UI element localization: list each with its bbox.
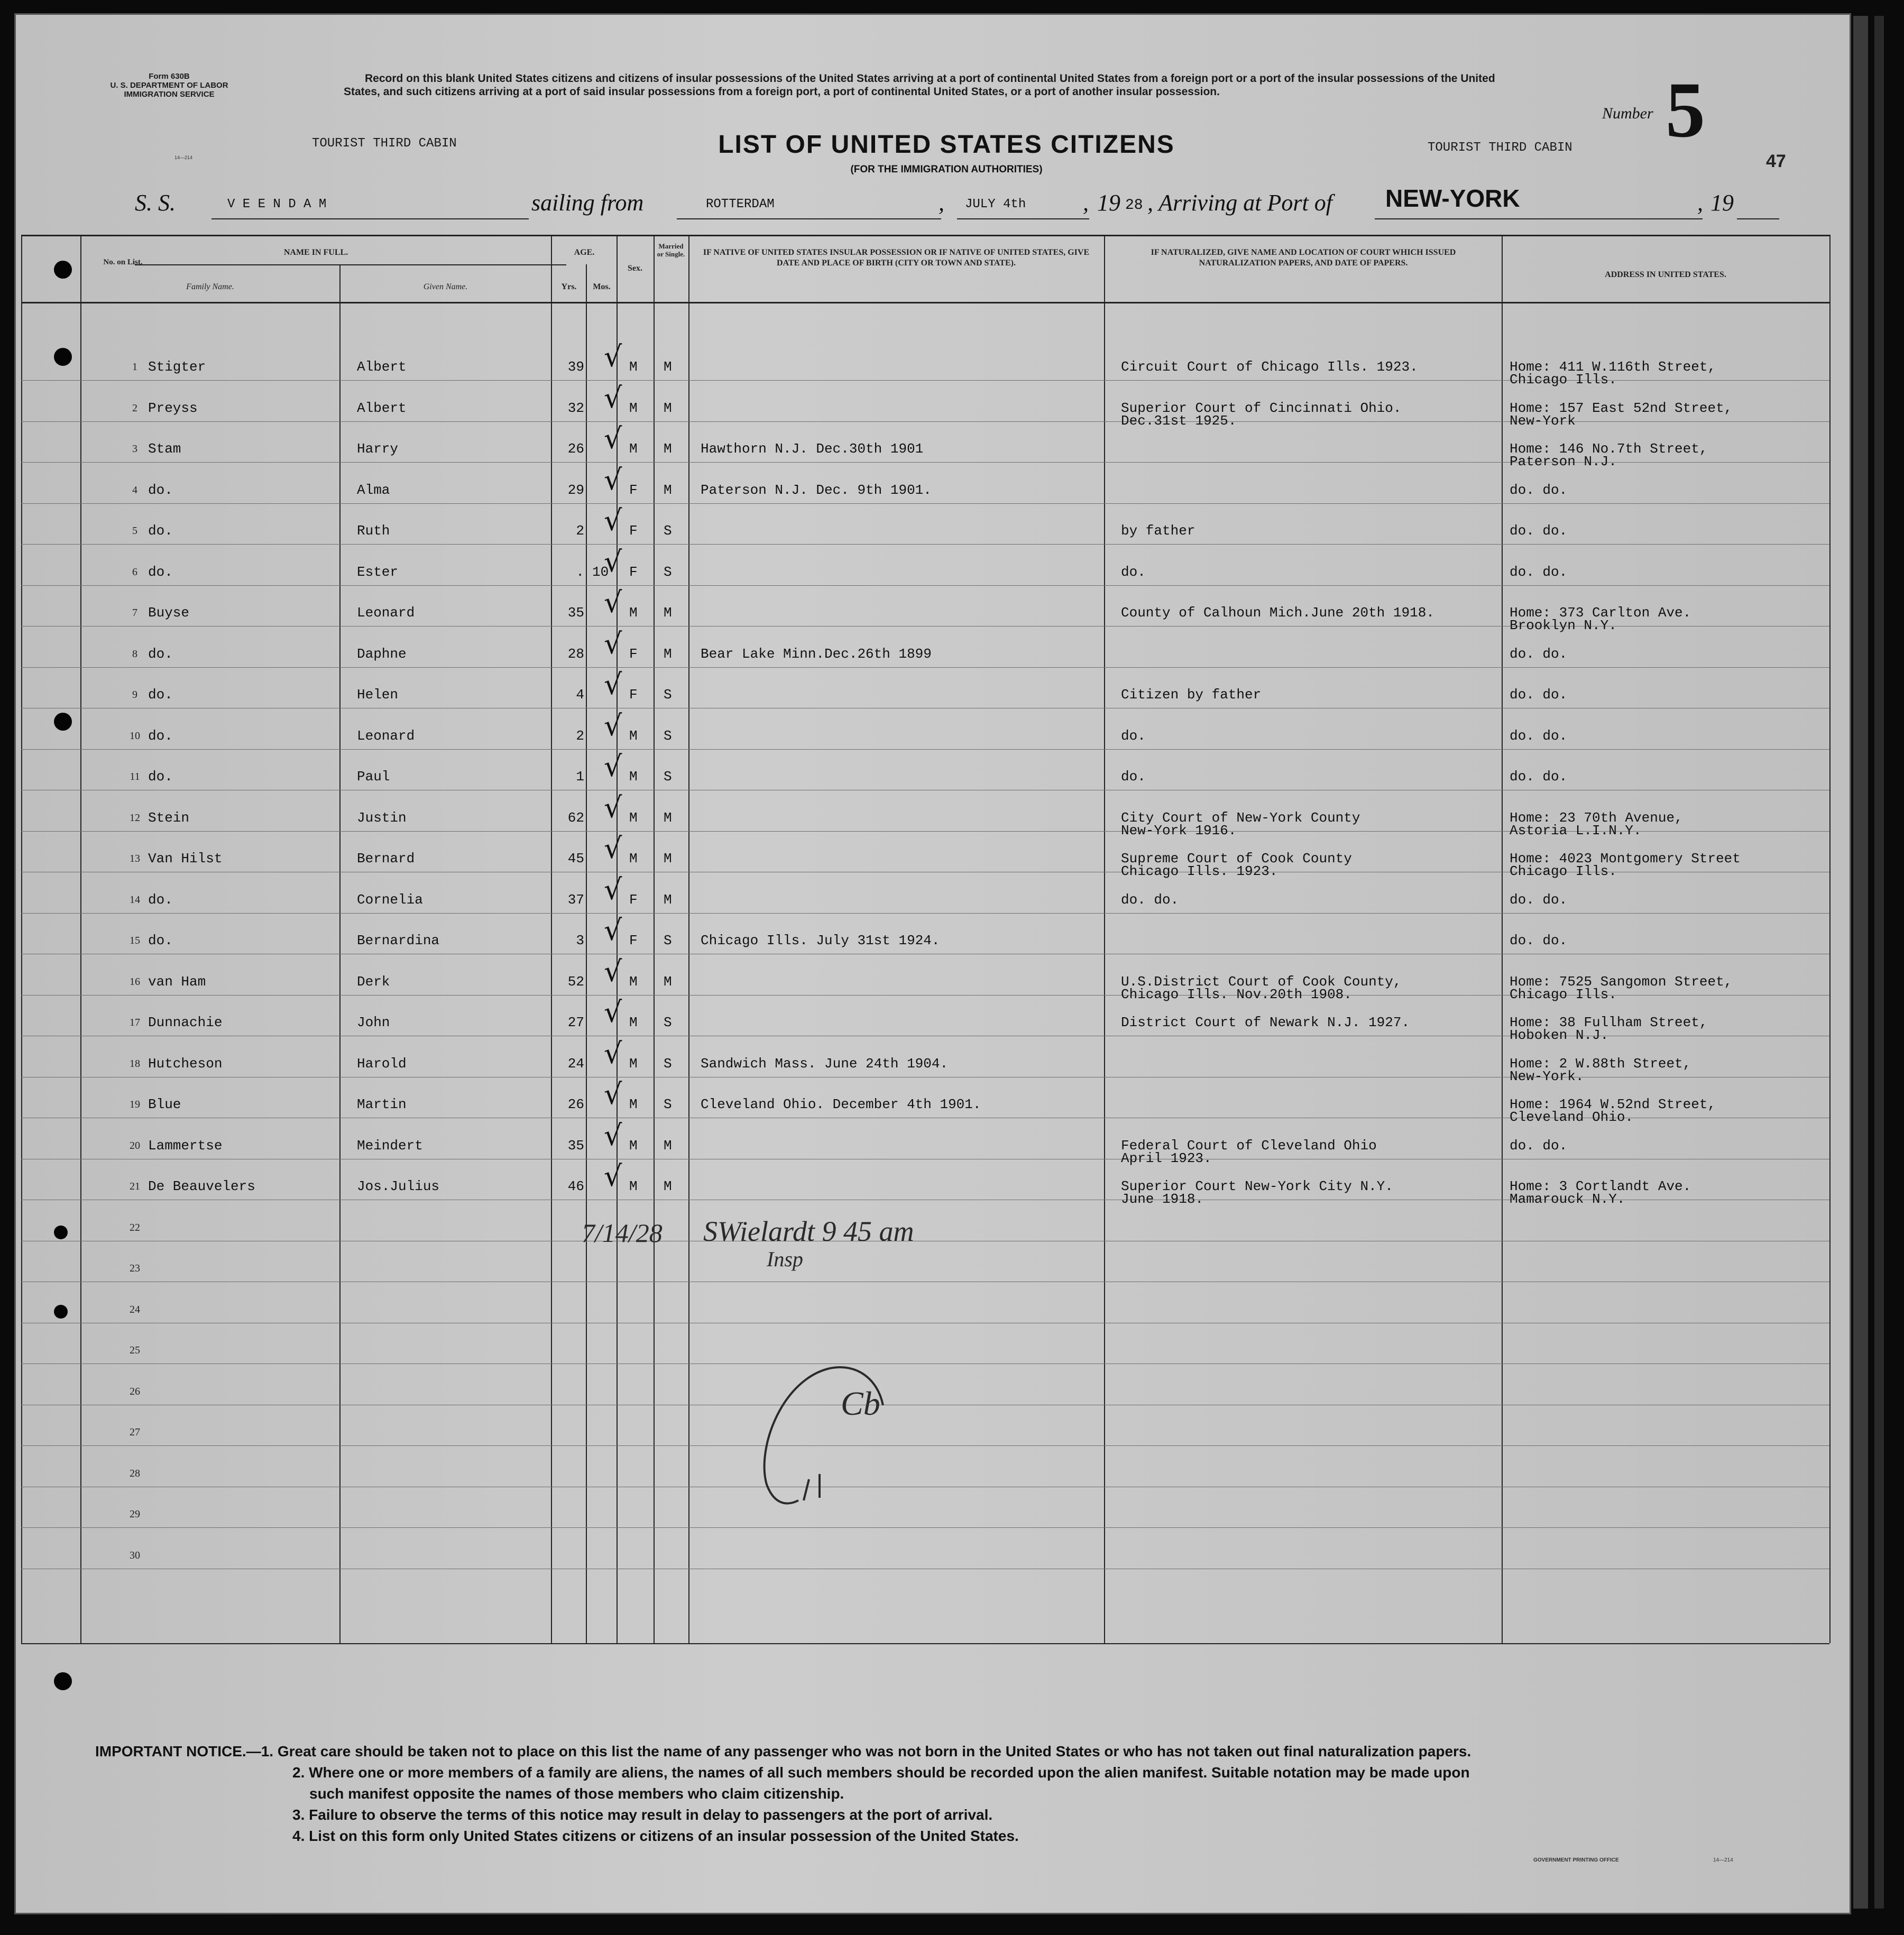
binder-hole [54,1226,68,1239]
age-years: 52 [567,974,584,990]
sex: M [629,810,638,826]
age-years: 28 [567,646,584,662]
sex: M [629,1178,638,1194]
row-number: 6 [132,566,137,578]
naturalization-court: Superior Court of Cincinnati Ohio. [1121,400,1402,416]
naturalization-court: City Court of New-York County [1121,810,1360,826]
sex: M [629,441,638,457]
verification-check-icon: √ [604,996,622,1029]
ship-name: V E E N D A M [227,197,327,211]
sex: F [629,564,638,580]
verification-check-icon: √ [604,750,622,783]
family-name: do. [148,523,173,539]
verification-check-icon: √ [604,504,622,537]
address: Home: 23 70th Avenue, [1510,810,1683,826]
year-prefix: 19 [1097,190,1120,216]
naturalization-court: Federal Court of Cleveland Ohio [1121,1138,1377,1154]
page-edge-strip [1853,16,1868,1909]
row-number: 25 [130,1344,140,1356]
address-2: Mamarouck N.Y. [1510,1191,1625,1207]
age-months: 10 [592,564,609,580]
age-years: 27 [567,1015,584,1030]
arrival-year: 19 [1710,190,1734,216]
row-rule [21,585,1829,586]
address: do. do. [1510,1138,1568,1154]
col-no: No. on List. [103,258,143,266]
address: Home: 3 Cortlandt Ave. [1510,1178,1691,1194]
given-name: Justin [357,810,407,826]
marital-status: M [664,646,672,662]
col-family: Family Name. [186,282,234,291]
marital-status: M [664,400,672,416]
row-rule [21,913,1829,914]
age-years: 37 [567,892,584,908]
sex: M [629,974,638,990]
family-name: do. [148,892,173,908]
given-name: John [357,1015,390,1030]
family-name: Stein [148,810,190,826]
address: do. do. [1510,933,1568,948]
address: do. do. [1510,564,1568,580]
address: Home: 411 W.116th Street, [1510,359,1716,375]
given-name: Ester [357,564,399,580]
row-number: 21 [130,1181,140,1192]
verification-check-icon: √ [604,791,622,824]
sex: M [629,769,638,785]
address: do. do. [1510,646,1568,662]
initials: Cb [841,1385,880,1422]
given-name: Bernardina [357,933,440,948]
number-label: Number [1602,105,1653,122]
naturalization-court: do. [1121,728,1146,744]
age-years: 4 [576,687,584,703]
notice-line-1 [95,1741,1840,1762]
initials-scribble [751,1347,925,1516]
family-name: Hutcheson [148,1056,223,1072]
address: Home: 373 Carlton Ave. [1510,605,1691,621]
row-number: 29 [130,1508,140,1520]
marital-status: S [664,1015,672,1030]
naturalization-court: District Court of Newark N.J. 1927. [1121,1015,1410,1030]
form-block [100,72,238,99]
family-name: do. [148,933,173,948]
naturalization-court-2: June 1918. [1121,1191,1204,1207]
given-name: Harold [357,1056,407,1072]
binder-hole [54,713,72,731]
family-name: do. [148,646,173,662]
address: do. do. [1510,687,1568,703]
binder-hole [54,1672,72,1690]
address: do. do. [1510,523,1568,539]
col-married: Married or Single. [657,242,685,258]
given-name: Helen [357,687,399,703]
date-underline [957,218,1089,219]
marital-status: S [664,523,672,539]
sex: F [629,933,638,948]
age-years: 26 [567,1096,584,1112]
address: do. do. [1510,892,1568,908]
address-2: Paterson N.J. [1510,454,1617,469]
row-number: 28 [130,1468,140,1479]
given-name: Albert [357,400,407,416]
birth-place: Bear Lake Minn.Dec.26th 1899 [701,646,932,662]
notice-item-4: 4. List on this form only United States citizens or citizens of an insular possession of the United States. [292,1828,1019,1844]
address: Home: 7525 Sangomon Street, [1510,974,1733,990]
row-number: 13 [130,853,140,864]
col-address: ADDRESS IN UNITED STATES. [1605,270,1726,279]
verification-check-icon: √ [604,586,622,619]
family-name: Buyse [148,605,190,621]
verification-check-icon: √ [604,832,622,865]
binder-hole [54,348,72,366]
age-years: 24 [567,1056,584,1072]
sex: M [629,1015,638,1030]
sex: M [629,851,638,867]
birth-place: Hawthorn N.J. Dec.30th 1901 [701,441,924,457]
row-rule [21,544,1829,545]
notice-item-2b: such manifest opposite the names of those members who claim citizenship. [309,1785,844,1802]
page-number: 47 [1766,151,1786,171]
family-name: Stam [148,441,181,457]
address: do. do. [1510,482,1568,498]
important-notice [95,1741,1840,1847]
sex: M [629,728,638,744]
given-name: Martin [357,1096,407,1112]
arrival-port: NEW-YORK [1385,185,1520,212]
address: Home: 38 Fullham Street, [1510,1015,1708,1030]
naturalization-court-2: Chicago Ills. 1923. [1121,863,1278,879]
header-notice: Record on this blank United States citizens and citizens of insular possessions of the United States arriving at a port of continental United States from a foreign port or a port of the insular possessions of the United States, and such citizens arriving at a port of said insular possessions from a foreign port, a port of continental United States, or a port of another insular possession. [344,72,1495,98]
row-number: 15 [130,935,140,946]
cabin-left: TOURIST THIRD CABIN [312,136,457,151]
row-rule [21,749,1829,750]
verification-check-icon: √ [604,873,622,906]
printer-code: 14—214 [1713,1857,1733,1863]
marital-status: S [664,933,672,948]
marital-status: S [664,769,672,785]
sailing-date: JULY 4th [965,197,1026,211]
age-years: 35 [567,1138,584,1154]
address: Home: 4023 Montgomery Street [1510,851,1741,867]
arriving-label: , Arriving at Port of [1147,190,1332,216]
row-number: 27 [130,1426,140,1438]
row-number: 26 [130,1386,140,1397]
family-name: do. [148,482,173,498]
page-title: LIST OF UNITED STATES CITIZENS [718,131,1175,159]
name-header-divider [135,264,566,265]
given-name: Meindert [357,1138,423,1154]
given-name: Cornelia [357,892,423,908]
family-name: do. [148,564,173,580]
port-underline [677,218,941,219]
row-number: 12 [130,812,140,824]
sailing-label: sailing from [531,190,644,216]
address: Home: 2 W.88th Street, [1510,1056,1691,1072]
naturalization-court: do. do. [1121,892,1179,908]
row-number: 4 [132,484,137,496]
naturalization-court-2: New-York 1916. [1121,823,1237,838]
col-yrs: Yrs. [561,282,577,291]
table-header-border [21,302,1829,303]
given-name: Harry [357,441,399,457]
age-years: 39 [567,359,584,375]
age-years: 26 [567,441,584,457]
age-years: 29 [567,482,584,498]
printer-office: GOVERNMENT PRINTING OFFICE [1533,1857,1619,1863]
naturalization-court: U.S.District Court of Cook County, [1121,974,1402,990]
age-years: 2 [576,523,584,539]
page-edge-strip-2 [1874,16,1884,1909]
row-number: 18 [130,1058,140,1070]
binder-hole [54,1305,68,1319]
ss-label: S. S. [135,190,176,216]
family-name: Dunnachie [148,1015,223,1030]
col-naturalized: IF NATURALIZED, GIVE NAME AND LOCATION OF COURT WHICH ISSUED NATURALIZATION PAPERS, AND DATE OF PAPERS. [1151,248,1456,268]
row-number: 16 [130,976,140,988]
sex: M [629,1096,638,1112]
address-2: Cleveland Ohio. [1510,1109,1634,1125]
row-rule [21,503,1829,504]
marital-status: M [664,892,672,908]
col-given: Given Name. [423,282,468,291]
inspector-signature: SWielardt 9 45 am [703,1215,914,1247]
marital-status: S [664,687,672,703]
naturalization-court: Circuit Court of Chicago Ills. 1923. [1121,359,1418,375]
given-name: Jos.Julius [357,1178,440,1194]
sex: M [629,359,638,375]
sex: F [629,687,638,703]
row-number: 24 [130,1304,140,1315]
marital-status: S [664,728,672,744]
col-name-in-full: NAME IN FULL. [283,248,348,257]
number-value: 5 [1666,66,1705,154]
verification-check-icon: √ [604,955,622,988]
naturalization-court: Citizen by father [1121,687,1262,703]
given-name: Derk [357,974,390,990]
row-number: 3 [132,443,137,455]
department: U. S. DEPARTMENT OF LABOR [110,81,228,90]
row-rule [21,667,1829,668]
age-years: . [576,564,584,580]
address: do. do. [1510,728,1568,744]
sex: M [629,1138,638,1154]
address-2: Astoria L.I.N.Y. [1510,823,1642,838]
address: Home: 157 East 52nd Street, [1510,400,1733,416]
marital-status: S [664,564,672,580]
notice-item-1: —1. Great care should be taken not to place on this list the name of any passenger who was not born in the United States or who has not taken out final naturalization papers. [246,1743,1471,1759]
naturalization-court: do. [1121,564,1146,580]
form-number: Form 630B [149,72,190,81]
age-years: 1 [576,769,584,785]
marital-status: M [664,482,672,498]
verification-check-icon: √ [604,463,622,496]
date-stamp: 7/14/28 [582,1218,663,1248]
stock-code: 14—214 [174,155,193,160]
sex: F [629,523,638,539]
marital-status: M [664,851,672,867]
marital-status: M [664,810,672,826]
col-age: AGE. [574,248,595,257]
marital-status: M [664,1178,672,1194]
birth-place: Cleveland Ohio. December 4th 1901. [701,1096,981,1112]
family-name: do. [148,728,173,744]
marital-status: M [664,605,672,621]
verification-check-icon: √ [604,422,622,455]
address-2: Brooklyn N.Y. [1510,618,1617,633]
row-number: 22 [130,1222,140,1233]
age-years: 45 [567,851,584,867]
given-name: Daphne [357,646,407,662]
col-native: IF NATIVE OF UNITED STATES INSULAR POSSESSION OR IF NATIVE OF UNITED STATES, GIVE DATE AND PLACE OF BIRTH (CITY OR TOWN AND STATE). [703,248,1090,268]
address: Home: 146 No.7th Street, [1510,441,1708,457]
address-2: Chicago Ills. [1510,987,1617,1002]
family-name: do. [148,687,173,703]
address: Home: 1964 W.52nd Street, [1510,1096,1716,1112]
family-name: Stigter [148,359,206,375]
row-number: 14 [130,894,140,906]
address-2: Chicago Ills. [1510,372,1617,388]
naturalization-court: by father [1121,523,1195,539]
ship-underline [211,218,529,219]
col-sex: Sex. [628,264,642,273]
family-name: De Beauvelers [148,1178,255,1194]
row-number: 10 [130,730,140,742]
binder-hole [54,261,72,279]
verification-check-icon: √ [604,381,622,414]
verification-check-icon: √ [604,668,622,701]
verification-check-icon: √ [604,914,622,947]
arrival-underline [1375,218,1703,219]
notice-label: IMPORTANT NOTICE. [95,1743,246,1759]
row-rule [21,1527,1829,1528]
row-number: 17 [130,1017,140,1028]
family-name: Van Hilst [148,851,223,867]
row-number: 30 [130,1550,140,1561]
row-number: 2 [132,402,137,414]
row-number: 11 [130,771,140,782]
sex: F [629,482,638,498]
row-number: 7 [132,607,137,619]
given-name: Leonard [357,605,415,621]
birth-place: Sandwich Mass. June 24th 1904. [701,1056,949,1072]
row-number: 9 [132,689,137,701]
naturalization-court-2: April 1923. [1121,1150,1212,1166]
verification-check-icon: √ [604,627,622,660]
given-name: Leonard [357,728,415,744]
given-name: Alma [357,482,390,498]
notice-item-2a: 2. Where one or more members of a family are aliens, the names of all such members should be recorded upon the alien manifest. Suitable notation may be made upon [292,1764,1470,1781]
address-2: Hoboken N.J. [1510,1027,1609,1043]
naturalization-court: Superior Court New-York City N.Y. [1121,1178,1393,1194]
row-rule [21,1363,1829,1364]
notice-item-3: 3. Failure to observe the terms of this notice may result in delay to passengers at the port of arrival. [292,1807,993,1823]
page-subtitle: (FOR THE IMMIGRATION AUTHORITIES) [850,164,1043,175]
marital-status: S [664,1056,672,1072]
given-name: Albert [357,359,407,375]
cabin-right: TOURIST THIRD CABIN [1428,141,1572,155]
sex: F [629,646,638,662]
age-years: 3 [576,933,584,948]
family-name: Blue [148,1096,181,1112]
given-name: Bernard [357,851,415,867]
from-port: ROTTERDAM [706,197,775,211]
table-top-border [21,235,1829,236]
sex: M [629,1056,638,1072]
table-bottom-border [21,1643,1829,1644]
sex: M [629,605,638,621]
family-name: Lammertse [148,1138,223,1154]
row-number: 5 [132,525,137,537]
verification-check-icon: √ [604,1077,622,1111]
family-name: van Ham [148,974,206,990]
marital-status: M [664,974,672,990]
family-name: Preyss [148,400,198,416]
year-suffix: 28 [1125,197,1143,214]
manifest-sheet: Form 630B U. S. DEPARTMENT OF LABOR IMMIGRATION SERVICE 14—214 Record on this blank United States citizens and citizens of insular possessions of the United States arriving at a port of continental United States from a foreign port or a port of the insular possessions of the United States, and such citizens arriving at a port of said insular possessions from a foreign port, a port of continental United States, or a port of another insular possession. TOURIST THIRD CABIN LIST OF UNITED STATES CITIZENS (FOR THE IMMIGRATION AUTHORITIES) TOURIST THIRD CABIN Number 5 47 S. S. V E E N D A M sailing from ROTTERDAM , JULY 4th , 19 28 , Arriving at Port of NEW-YORK , 19 No. on List. NAME IN FULL. Family Name. Given Name. AGE. Yrs. Mos. Sex. Married or Single. IF NATIVE OF UNITED STATES INSULAR POSSESSION OR IF NATIVE OF UNITED STATES, GIVE DATE AND PLACE OF BIRTH (CITY OR TOWN AND STATE). IF NATURALIZED, GIVE NAME AND LOCATION OF COURT WHICH ISSUED NATURALIZATION PAPERS, AND DATE OF PAPERS. ADDRESS IN UNITED STATES. 1 Stigter Albert 39 M M Circuit Court of Chicago Ills. 1923. Home: 411 W.116th Street, Chicago Ills. √ 2 Preyss Albert 32 M M Superior Court of Cincinnati Ohio. Dec.31st 1925. Home: 157 East 52nd Street, New-York √ 3 Stam Harry 26 M M Hawthorn N.J. Dec.30th 1901 Home: 146 No.7th Street, Paterson N.J. √ 4 do. Alma 29 F M Paterson N.J. Dec. 9th 1901. do. do. √ 5 do. Ruth 2 F S by father do. do. √ 6 do. Ester . 10 F S do. do. do. √ 7 Buyse Leonard 35 M M County of Calhoun Mich.June 20th 1918. Home: 373 Carlton Ave. Brooklyn N.Y. √ 8 do. Daphne 28 F M Bear Lake Minn.Dec.26th 1899 do. do. √ 9 do. Helen 4 F S Citizen by father do. do. √ 10 do. Leonard 2 M S do. do. do. √ 11 do. Paul 1 M S do. do. do. √ 12 Stein Justin 62 M M City Court of New-York County New-York 1916. Home: 23 70th Avenue, Astoria L.I.N.Y. √ 13 Van Hilst Bernard 45 M M Supreme Court of Cook County Chicago Ills. 1923. Home: 4023 Montgomery Street Chicago Ills. √ 14 do. Cornelia 37 F M do. do. do. do. √ 15 do. Bernardina 3 F S Chicago Ills. July 31st 1924. do. do. √ 16 van Ham Derk 52 M M U.S.District Court of Cook County, Chicago Ills. Nov.20th 1908. Home: 7525 Sangomon Street, Chicago Ills. √ 17 Dunnachie John 27 M S District Court of Newark N.J. 1927. Home: 38 Fullham Street, Hoboken N.J. √ 18 Hutcheson Harold 24 M S Sandwich Mass. June 24th 1904. Home: 2 W.88th Street, New-York. √ 19 Blue Martin 26 M S Cleveland Ohio. December 4th 1901. Home: 1964 W.52nd Street, Cleveland Ohio. √ 20 Lammertse Meindert 35 M M Federal Court of Cleveland Ohio April 1923. do. do. √ 21 De Beauvelers Jos.Julius 46 M M Superior Court New-York City N.Y. June 1918. Home: 3 Cortlandt Ave. Mamarouck N.Y. √ 22 23 24 25 26 27 28 29 30 7/14/28 SWielardt 9 45 am Insp Cb IMPORTANT NOTICE.—1. Great care should be taken not to place on this list the name of any passenger who was not born in the United States or who has not taken out final naturalization papers. 2. Where one or more members of a family are aliens, the names of all such members should be recorded upon the alien manifest. Suitable notation may be made upon such manifest opposite the names of those members who claim citizenship. 3. Failure to observe the terms of this notice may result in delay to passengers at the port of arrival. 4. List on this form only United States citizens or citizens of an insular possession of the United States. GOVERNMENT PRINTING OFFICE 14—214 [16,15,1850,1913]
birth-place: Chicago Ills. July 31st 1924. [701,933,940,948]
naturalization-court-2: Chicago Ills. Nov.20th 1908. [1121,987,1352,1002]
address-2: New-York. [1510,1068,1584,1084]
naturalization-court-2: Dec.31st 1925. [1121,413,1237,429]
verification-check-icon: √ [604,545,622,578]
age-years: 46 [567,1178,584,1194]
row-number: 1 [132,361,137,373]
address-2: New-York [1510,413,1576,429]
birth-place: Paterson N.J. Dec. 9th 1901. [701,482,932,498]
row-number: 19 [130,1099,140,1110]
marital-status: M [664,1138,672,1154]
col-mos: Mos. [593,282,611,291]
verification-check-icon: √ [604,340,622,373]
verification-check-icon: √ [604,709,622,742]
family-name: do. [148,769,173,785]
service: IMMIGRATION SERVICE [124,90,215,99]
row-rule [21,1445,1829,1446]
naturalization-court: Supreme Court of Cook County [1121,851,1352,867]
address-2: Chicago Ills. [1510,863,1617,879]
sex: M [629,400,638,416]
given-name: Ruth [357,523,390,539]
given-name: Paul [357,769,390,785]
arrival-year-underline [1737,218,1779,219]
age-years: 32 [567,400,584,416]
naturalization-court: do. [1121,769,1146,785]
verification-check-icon: √ [604,1159,622,1193]
inspector-title: Insp [767,1247,803,1271]
verification-check-icon: √ [604,1037,622,1070]
age-years: 62 [567,810,584,826]
row-number: 20 [130,1140,140,1151]
age-years: 35 [567,605,584,621]
marital-status: S [664,1096,672,1112]
naturalization-court: County of Calhoun Mich.June 20th 1918. [1121,605,1434,621]
row-number: 8 [132,648,137,660]
sex: F [629,892,638,908]
marital-status: M [664,359,672,375]
age-years: 2 [576,728,584,744]
initials-mark [751,1347,925,1516]
address: do. do. [1510,769,1568,785]
marital-status: M [664,441,672,457]
verification-check-icon: √ [604,1119,622,1152]
row-number: 23 [130,1263,140,1274]
